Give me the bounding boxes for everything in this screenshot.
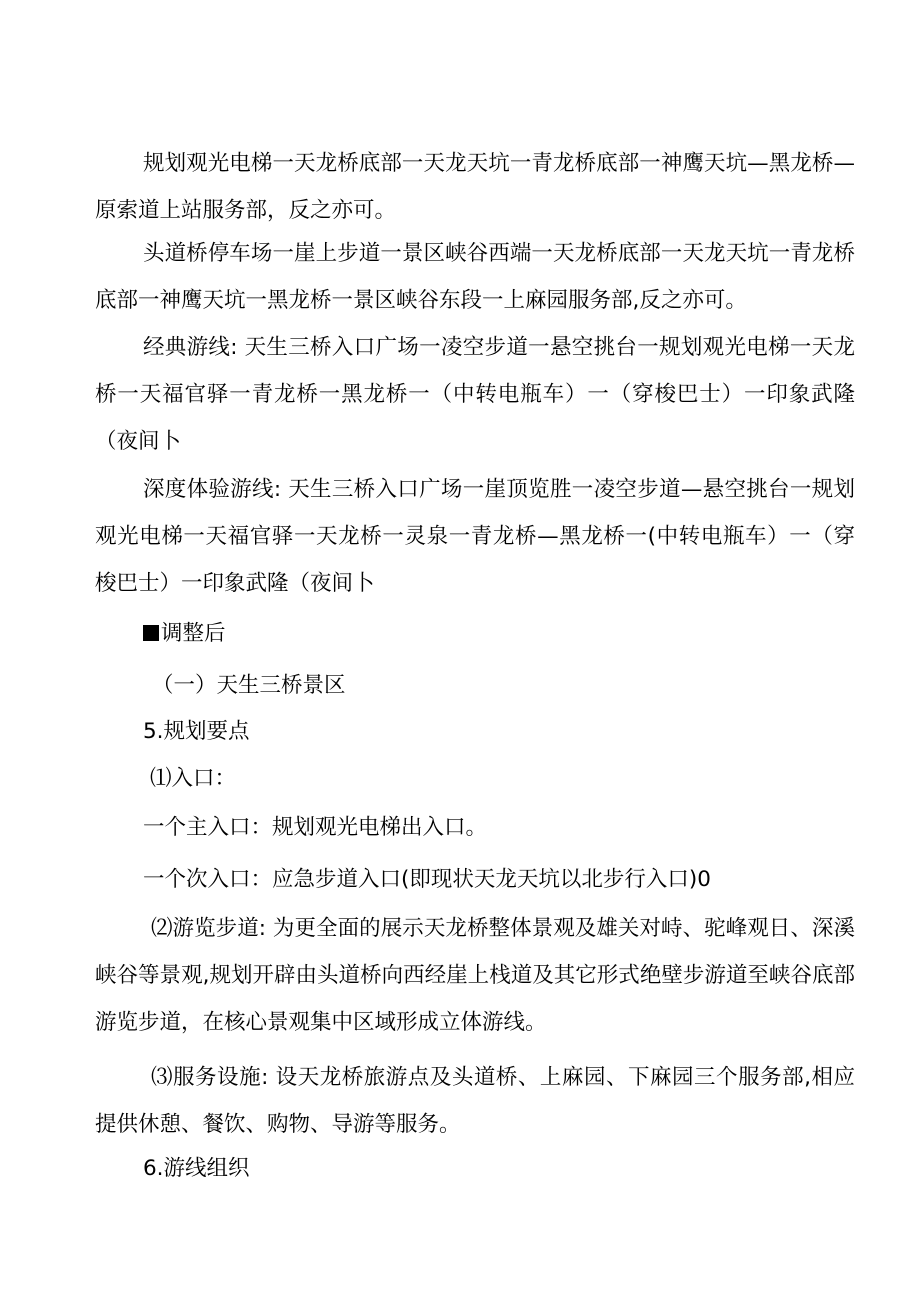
trail-paragraph: ⑵游览步道: 为更全面的展示天龙桥整体景观及雄关对峙、驼峰观日、深溪峡谷等景观,规划开辟由头道桥向西经崖上栈道及其它形式绝壁步游道至峡谷底部游览步道，在核心景观集中区域形成立体游线。 — [95, 916, 855, 1035]
route-paragraph-1: 规划观光电梯一天龙桥底部一天龙天坑一青龙桥底部一神鹰天坑—黑龙桥—原索道上站服务部，反之亦可。 — [95, 151, 855, 223]
services-paragraph: ⑶服务设施: 设天龙桥旅游点及头道桥、上麻园、下麻园三个服务部,相应提供休憩、餐饮、购物、导游等服务。 — [95, 1065, 855, 1137]
route-paragraph-2: 头道桥停车场一崖上步道一景区峡谷西端一天龙桥底部一天龙天坑一青龙桥底部一神鹰天坑一黑龙桥一景区峡谷东段一上麻园服务部,反之亦可。 — [95, 241, 855, 313]
item-6-heading: 6.游线组织 — [143, 1156, 250, 1181]
adjusted-heading-text: 调整后 — [161, 621, 226, 646]
entrance-label: ⑴入口： — [150, 766, 237, 791]
deep-experience-route-paragraph: 深度体验游线: 天生三桥入口广场一崖顶览胜一凌空步道—悬空挑台一规划观光电梯一天福官驿一天龙桥一灵泉一青龙桥—黑龙桥一(中转电瓶车）一（穿梭巴士）一印象武隆（夜间卜 — [95, 477, 855, 596]
secondary-entrance-line: 一个次入口：应急步道入口(即现状天龙天坑以北步行入口)0 — [143, 867, 711, 892]
classic-route-paragraph: 经典游线: 天生三桥入口广场一凌空步道一悬空挑台一规划观光电梯一天龙桥一天福官驿一青龙桥一黑龙桥一（中转电瓶车）一（穿梭巴士）一印象武隆（夜间卜 — [95, 335, 855, 454]
square-bullet-icon — [143, 625, 159, 641]
main-entrance-line: 一个主入口：规划观光电梯出入口。 — [143, 815, 488, 840]
adjusted-heading — [143, 610, 226, 657]
item-5-heading: 5.规划要点 — [143, 719, 250, 744]
section-title: （一）天生三桥景区 — [152, 673, 346, 698]
